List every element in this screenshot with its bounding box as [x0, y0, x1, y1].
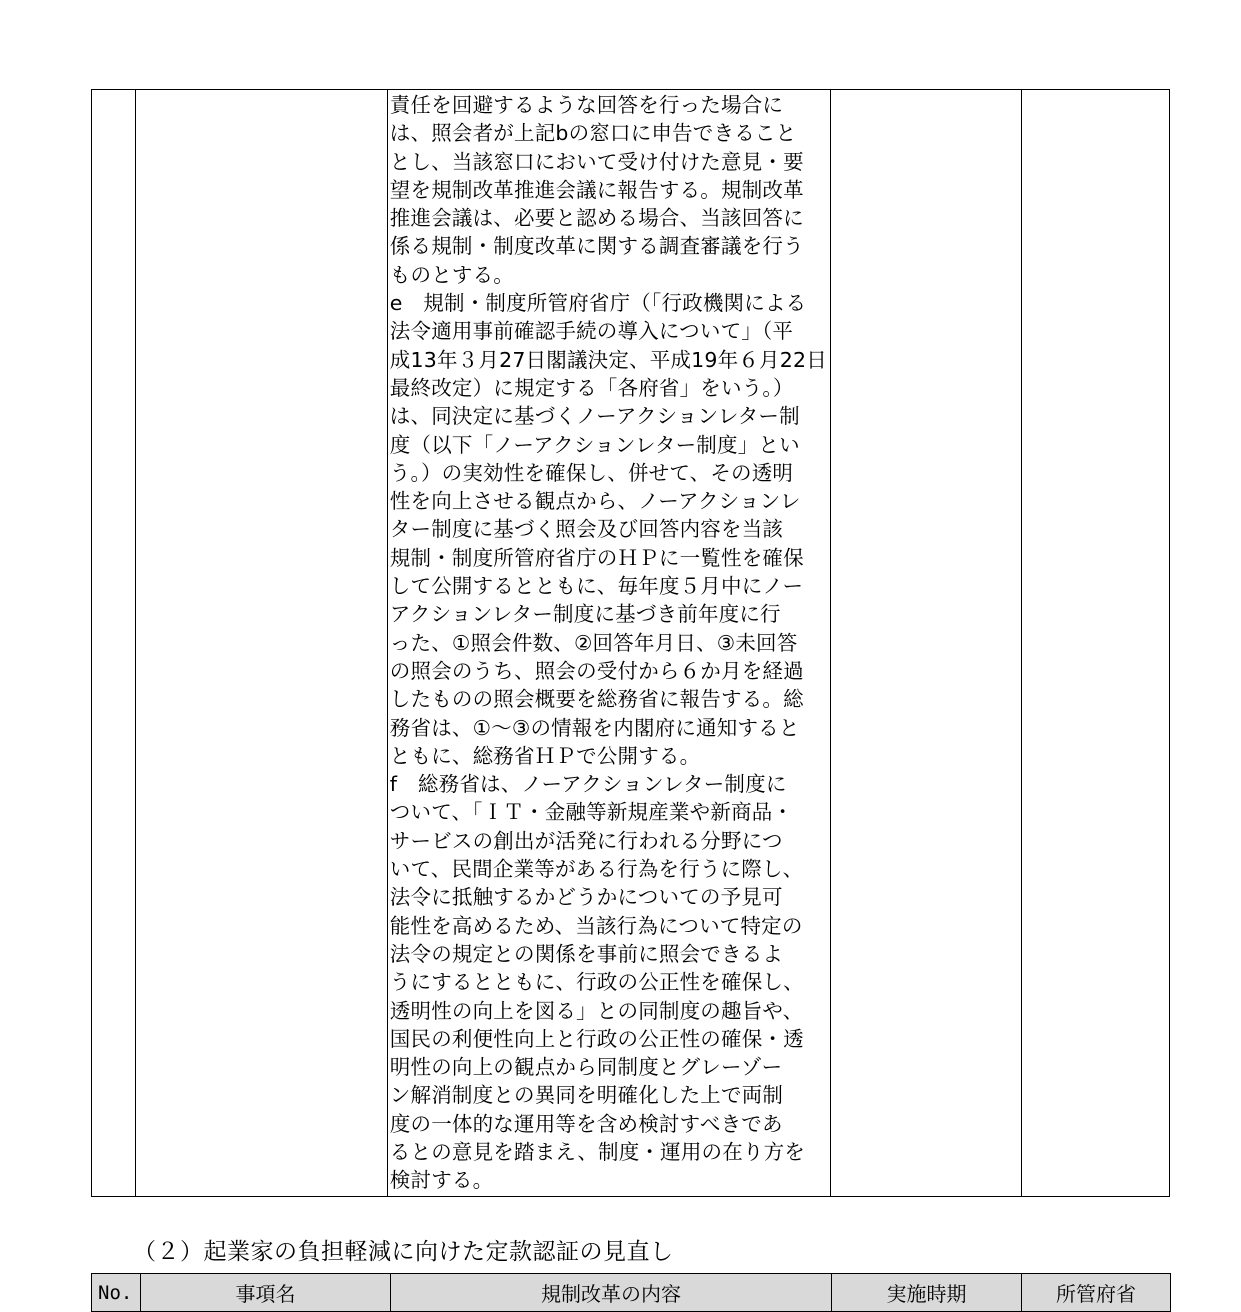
content-line: 国民の利便性向上と行政の公正性の確保・透	[389, 1026, 804, 1051]
ministry-cell	[1021, 90, 1169, 1197]
content-line: いて、民間企業等がある行為を行うに際し、	[389, 857, 804, 882]
content-line: 法令の規定との関係を事前に照会できるよ	[389, 941, 784, 966]
content-line: ター制度に基づく照会及び回答内容を当該	[389, 517, 784, 542]
content-line: サービスの創出が活発に行われる分野につ	[389, 828, 783, 853]
content-line: 能性を高めるため、当該行為について特定の	[389, 913, 803, 938]
reform-content-cell	[387, 90, 830, 1197]
header-ministry: 所管府省	[1022, 1274, 1171, 1312]
content-line: 法令適用事前確認手続の導入について」（平	[389, 319, 794, 344]
header-no: No.	[92, 1274, 141, 1312]
header-timing: 実施時期	[832, 1274, 1022, 1312]
content-line: うにするとともに、行政の公正性を確保し、	[389, 970, 804, 995]
content-line: の照会のうち、照会の受付から６か月を経過	[389, 658, 804, 683]
timing-cell	[831, 90, 1022, 1197]
content-line: 責任を回避するような回答を行った場合に	[389, 93, 784, 117]
content-line: 度の一体的な運用等を含め検討すべきであ	[389, 1111, 783, 1136]
content-line: 規制・制度所管府省庁のＨＰに一覧性を確保	[389, 545, 804, 570]
content-line: ものとする。	[389, 262, 514, 287]
content-line: 透明性の向上を図る」との同制度の趣旨や、	[389, 998, 804, 1023]
content-line: 最終改定）に規定する「各府省」をいう。）	[389, 375, 794, 400]
reform-table-continued	[91, 89, 1170, 1197]
content-line: るとの意見を踏まえ、制度・運用の在り方を	[389, 1139, 806, 1164]
content-line: 望を規制改革推進会議に報告する。規制改革	[389, 177, 804, 202]
content-line: アクションレター制度に基づき前年度に行	[389, 602, 781, 627]
section-title: （２）起業家の負担軽減に向けた定款認証の見直し	[133, 1239, 674, 1265]
reform-table-header	[91, 1273, 1171, 1312]
content-line: して公開するとともに、毎年度５月中にノー	[389, 574, 804, 599]
content-line: 成13年３月27日閣議決定、平成19年６月22日	[389, 347, 827, 372]
content-line: 法令に抵触するかどうかについての予見可	[389, 885, 783, 910]
item-name-cell	[136, 90, 388, 1197]
content-line: 推進会議は、必要と認める場合、当該回答に	[389, 206, 804, 231]
content-line: った、①照会件数、②回答年月日、③未回答	[389, 630, 798, 655]
content-line: う。）の実効性を確保し、併せて、その透明	[389, 460, 794, 485]
content-line: 度（以下「ノーアクションレター制度」とい	[389, 432, 800, 457]
content-line: とし、当該窓口において受け付けた意見・要	[389, 149, 804, 174]
header-reform-content: 規制改革の内容	[391, 1274, 832, 1312]
content-line: は、照会者が上記bの窓口に申告できること	[389, 121, 797, 146]
content-line: ともに、総務省ＨＰで公開する。	[389, 743, 701, 768]
content-line: 係る規制・制度改革に関する調査審議を行う	[389, 234, 804, 259]
table-row	[92, 90, 1170, 1197]
content-line: 性を向上させる観点から、ノーアクションレ	[389, 489, 801, 514]
content-line: 務省は、①～③の情報を内閣府に通知すると	[389, 715, 800, 740]
content-line: ついて、「ＩＴ・金融等新規産業や新商品・	[389, 800, 794, 825]
content-line: 明性の向上の観点から同制度とグレーゾー	[389, 1055, 783, 1080]
content-line: 検討する。	[389, 1168, 494, 1193]
no-cell	[92, 90, 136, 1197]
content-line: したものの照会概要を総務省に報告する。総	[389, 687, 804, 712]
header-item-name: 事項名	[141, 1274, 391, 1312]
header-row	[92, 1274, 1171, 1312]
content-line: は、同決定に基づくノーアクションレター制	[389, 404, 800, 429]
content-line: e 規制・制度所管府省庁（「行政機関による	[389, 291, 807, 316]
content-line: f 総務省は、ノーアクションレター制度に	[389, 772, 787, 797]
content-line: ン解消制度との異同を明確化した上で両制	[389, 1083, 784, 1108]
